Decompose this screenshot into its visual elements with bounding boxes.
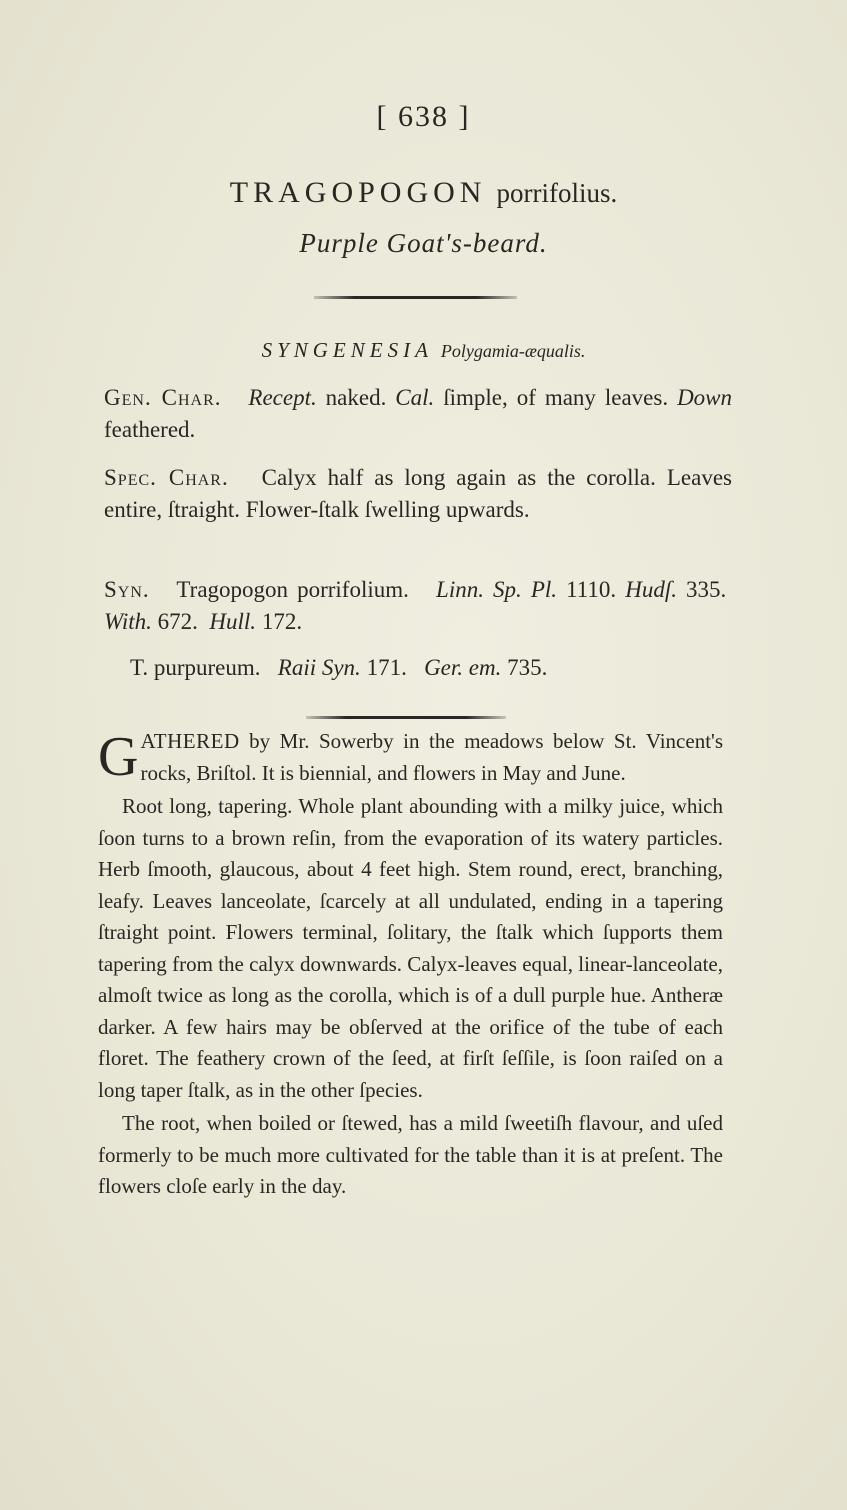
page-title	[0, 176, 847, 210]
gen-char-part: Down	[677, 385, 733, 410]
gen-char-part: Recept.	[248, 385, 317, 410]
class-name: SYNGENESIA	[261, 338, 433, 362]
syn-ref-num: 1110.	[566, 577, 617, 602]
paragraph-text: by Mr. Sowerby in the meadows below St. Vincent's rocks, Briſtol. It is biennial, and flowers in May and June.	[140, 729, 723, 785]
gen-char-part: feathered.	[104, 417, 196, 442]
gen-char-part: naked.	[316, 385, 396, 410]
gen-char-label: Gen. Char.	[104, 385, 222, 410]
syn-ref-work: With.	[104, 609, 152, 634]
genus-name: TRAGOPOGON	[229, 176, 487, 209]
syn-ref-work: Hull.	[209, 609, 257, 634]
syn-ref-num: 335.	[686, 577, 727, 602]
syn-t-name: T. purpureum.	[130, 655, 261, 680]
generic-character	[104, 382, 732, 446]
synonymy-secondary	[130, 652, 758, 684]
divider-rule	[314, 296, 517, 299]
page-number: [ 638 ]	[376, 100, 471, 133]
syn-t-ref-num: 171.	[366, 655, 407, 680]
syn-t-ref-work: Ger. em.	[424, 655, 502, 680]
order-name: Polygamia-æqualis.	[440, 341, 586, 361]
drop-cap: G	[98, 726, 139, 788]
paragraph: Root long, tapering. Whole plant abounding with a milky juice, which ſoon turns to a brown reſin, from the evaporation of its watery particles. Herb ſmooth, glaucous, about 4 feet high. Stem round, erect, branching, leafy. Leaves lanceolate, ſcarcely at all undulated, ending in a tapering ſtraight point. Flowers terminal, ſolitary, the ſtalk which ſupports them tapering from the calyx downwards. Calyx-leaves equal, linear-lanceolate, almoſt twice as long as the corolla, which is of a dull purple hue. Antheræ darker. A few hairs may be obſerved at the orifice of the tube of each floret. The feathery crown of the ſeed, at firſt ſeſſile, is ſoon raiſed on a long taper ſtalk, as in the other ſpecies.	[98, 794, 723, 1102]
syn-name: Tragopogon porrifolium.	[176, 577, 409, 602]
spec-char-label: Spec. Char.	[104, 465, 229, 490]
divider-rule	[306, 716, 506, 719]
synonymy	[104, 574, 732, 638]
syn-label: Syn.	[104, 577, 150, 602]
paragraph: The root, when boiled or ſtewed, has a mild ſweetiſh flavour, and uſed formerly to be much more cultivated for the table than it is at preſent. The flowers cloſe early in the day.	[98, 1111, 723, 1198]
syn-ref-num: 172.	[261, 609, 303, 634]
syn-t-ref-num: 735.	[507, 655, 548, 680]
syn-ref-work: Hudſ.	[625, 577, 677, 602]
gen-char-part: Cal.	[395, 385, 435, 410]
species-name: porrifolius.	[496, 178, 618, 208]
syn-ref-num: 672.	[157, 609, 198, 634]
syn-ref-work: Linn. Sp. Pl.	[436, 577, 558, 602]
lead-caps: ATHERED	[140, 729, 240, 753]
syn-t-ref-work: Raii Syn.	[277, 655, 361, 680]
paragraph	[98, 726, 723, 789]
common-name: Purple Goat's-beard.	[299, 228, 548, 258]
classification	[0, 338, 847, 363]
specific-character	[104, 462, 732, 526]
spec-char-text: Calyx half as long again as the corolla. Leaves entire, ſtraight. Flower-ſtalk ſwelling upwards.	[104, 465, 732, 522]
gen-char-part: ſimple, of many leaves.	[434, 385, 678, 410]
description-body	[98, 726, 723, 1203]
